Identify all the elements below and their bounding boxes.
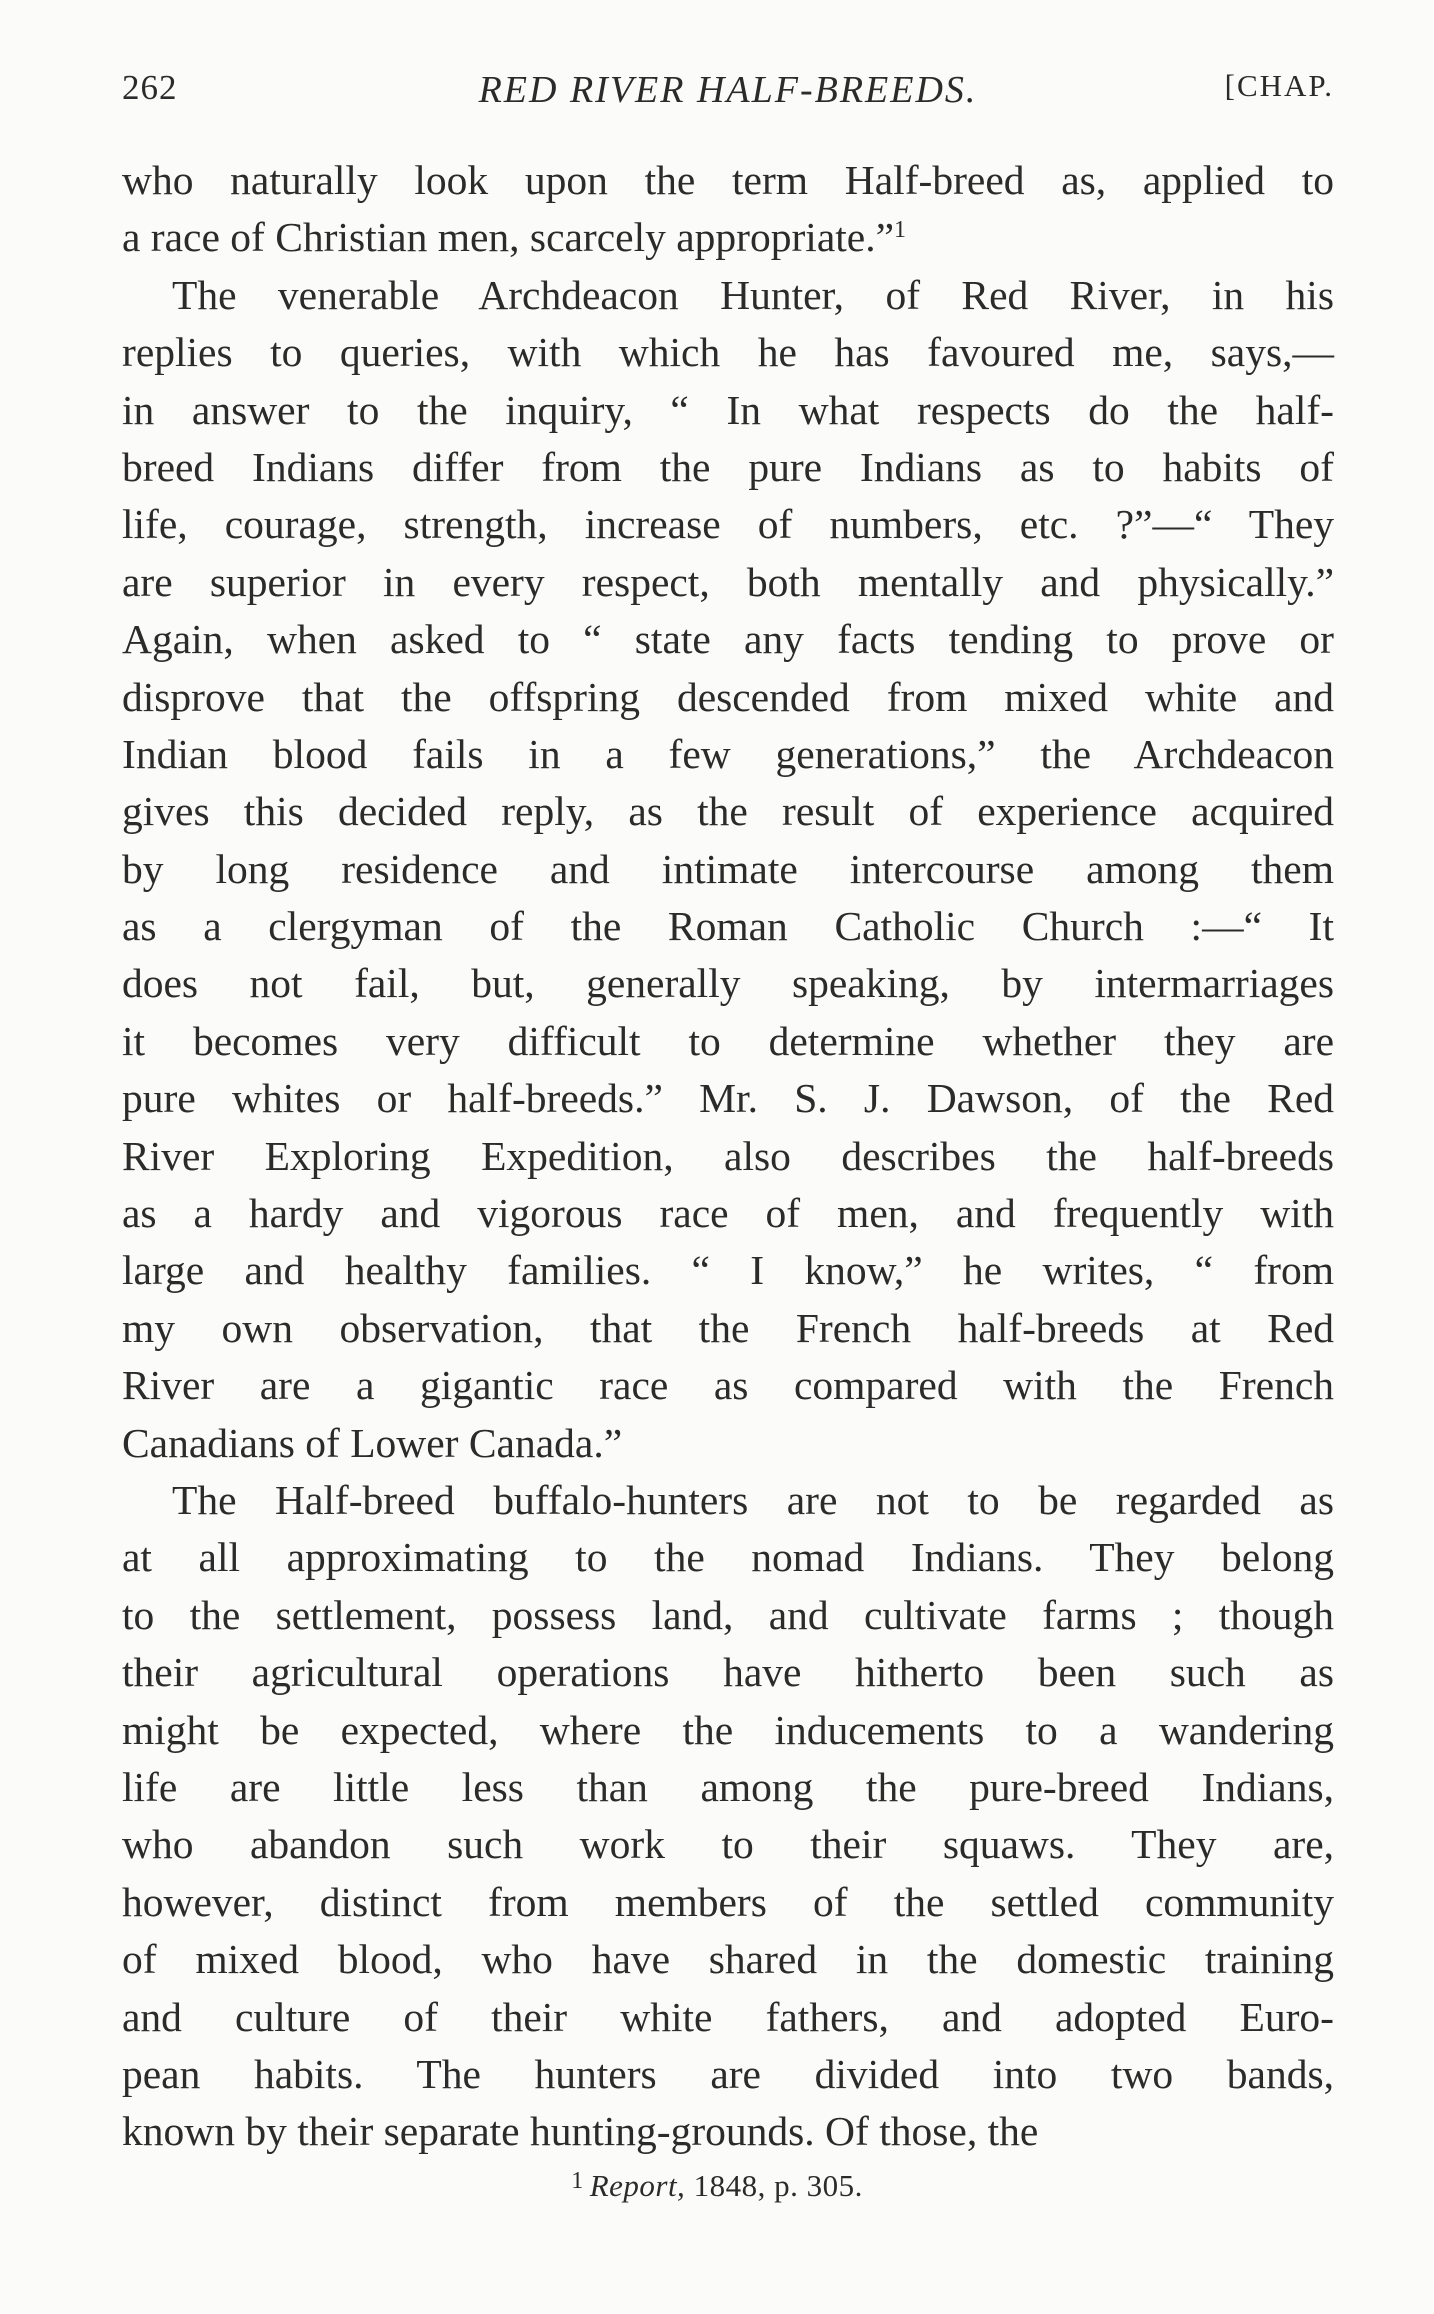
text-line: life, courage, strength, increase of numbers, etc. ?”—“ They: [122, 501, 1334, 548]
text-line: however, distinct from members of the settled community: [122, 1878, 1334, 1925]
text-line: does not fail, but, generally speaking, by intermarriages: [122, 960, 1334, 1007]
text-line: The venerable Archdeacon Hunter, of Red River, in his: [172, 271, 1334, 318]
paragraph: [122, 267, 1334, 1472]
text-line: by long residence and intimate intercourse among them: [122, 845, 1334, 892]
text-line: of mixed blood, who have shared in the domestic training: [122, 1936, 1334, 1983]
text-line: replies to queries, with which he has favoured me, says,—: [122, 329, 1334, 376]
footnote-reference: 1: [894, 217, 906, 244]
paragraph: [122, 1472, 1334, 2161]
text-line: at all approximating to the nomad Indians. They belong: [122, 1534, 1334, 1581]
text-line: large and healthy families. “ I know,” he writes, “ from: [122, 1247, 1334, 1294]
text-line: my own observation, that the French half-breeds at Red: [122, 1304, 1334, 1351]
text-line: known by their separate hunting-grounds. Of those, the: [122, 2108, 1039, 2155]
text-line: and culture of their white fathers, and adopted Euro-: [122, 1993, 1334, 2040]
footnote-citation: 1848, p. 305.: [693, 2168, 863, 2203]
text-line: it becomes very difficult to determine whether they are: [122, 1017, 1334, 1064]
footnote-mark: 1: [571, 2168, 584, 2194]
text-line: gives this decided reply, as the result of experience acquired: [122, 788, 1334, 835]
text-line: Indian blood fails in a few generations,” the Archdeacon: [122, 730, 1334, 777]
text-line: who naturally look upon the term Half-breed as, applied to: [122, 157, 1334, 203]
text-line: their agricultural operations have hitherto been such as: [122, 1649, 1334, 1696]
page-number: 262: [122, 68, 178, 107]
chapter-mark: [CHAP.: [1224, 68, 1334, 103]
text-line: as a hardy and vigorous race of men, and frequently with: [122, 1190, 1334, 1237]
text-line: life are little less than among the pure-breed Indians,: [122, 1763, 1334, 1810]
text-line: as a clergyman of the Roman Catholic Church :—“ It: [122, 903, 1334, 950]
text-line: who abandon such work to their squaws. They are,: [122, 1821, 1334, 1868]
footnote: [0, 2168, 1434, 2204]
text-line: breed Indians differ from the pure Indians as to habits of: [122, 443, 1334, 490]
text-line: are superior in every respect, both mentally and physically.”: [122, 558, 1334, 605]
text-line: pure whites or half-breeds.” Mr. S. J. Dawson, of the Red: [122, 1075, 1334, 1122]
running-title: RED RIVER HALF-BREEDS.: [478, 69, 978, 111]
text-line: The Half-breed buffalo-hunters are not to be regarded as: [172, 1476, 1334, 1523]
text-line: pean habits. The hunters are divided into two bands,: [122, 2050, 1334, 2097]
footnote-title: Report,: [589, 2168, 686, 2203]
text-line: disprove that the offspring descended from mixed white and: [122, 673, 1334, 720]
text-line: Canadians of Lower Canada.”: [122, 1419, 623, 1466]
page-header: [122, 68, 1334, 124]
text-line: to the settlement, possess land, and cultivate farms ; though: [122, 1591, 1334, 1638]
text-line: a race of Christian men, scarcely appropriate.”$^1$: [122, 214, 906, 261]
text-line: might be expected, where the inducements to a wandering: [122, 1706, 1334, 1753]
text-line: in answer to the inquiry, “ In what respects do the half-: [122, 386, 1334, 433]
text-line: River are a gigantic race as compared with the French: [122, 1362, 1334, 1409]
paragraph: [122, 152, 1334, 267]
body-text: [122, 152, 1334, 2161]
text-line: River Exploring Expedition, also describes the half-breeds: [122, 1132, 1334, 1179]
text-line: Again, when asked to “ state any facts tending to prove or: [122, 616, 1334, 663]
